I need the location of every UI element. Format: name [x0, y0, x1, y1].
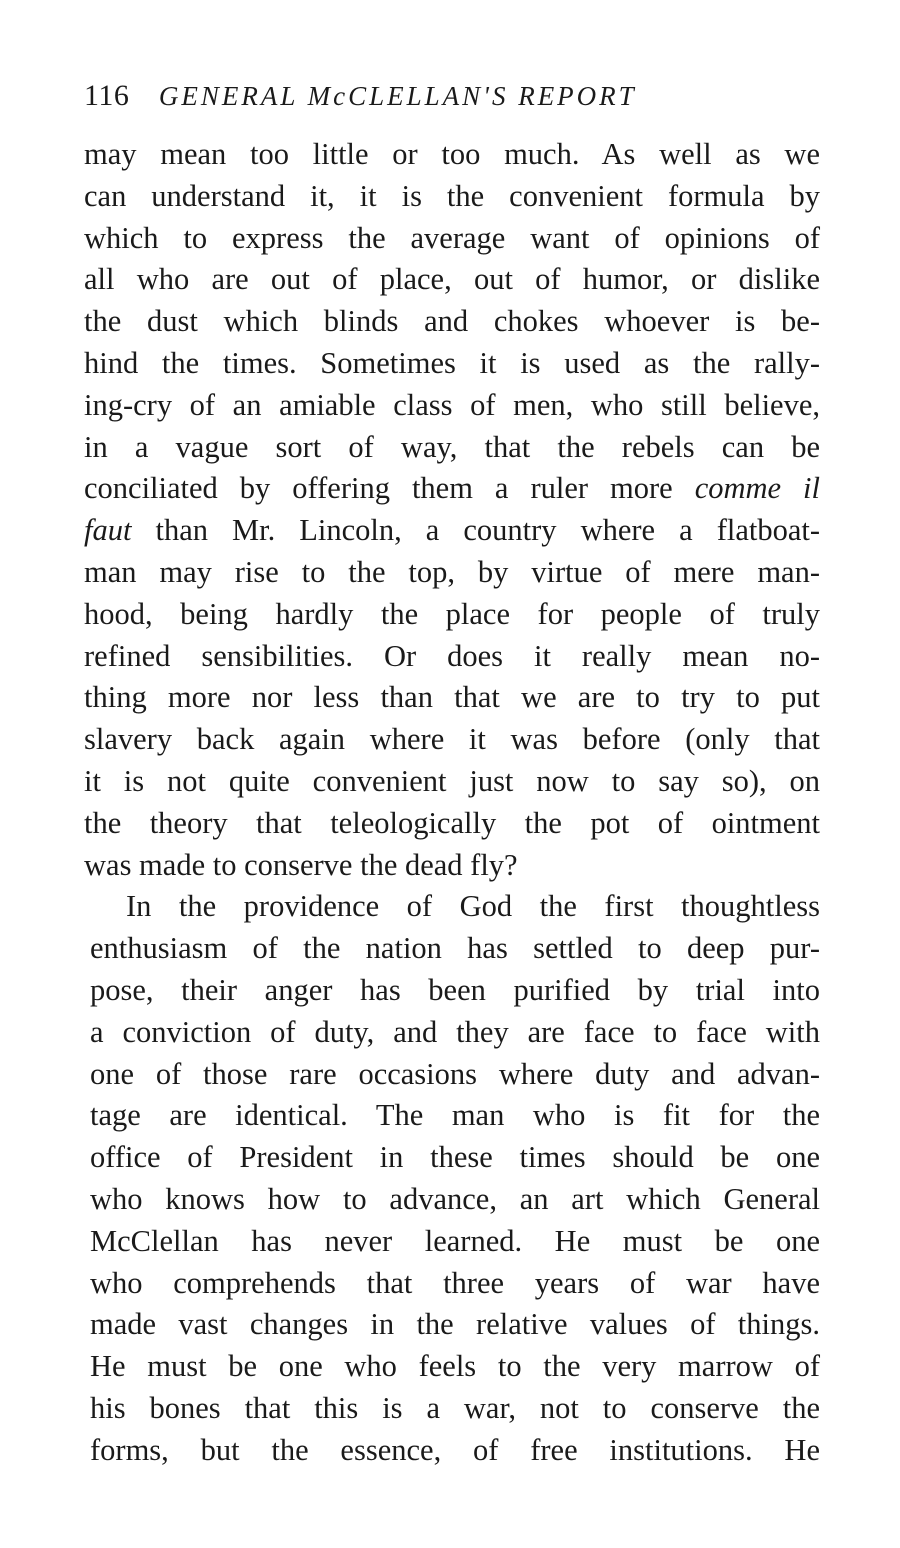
text-line: forms, but the essence, of free institutions. He — [90, 1432, 820, 1467]
text-line: can understand it, it is the convenient formula by — [84, 178, 820, 213]
text-line: ing-cry of an amiable class of men, who still believe, — [84, 387, 820, 422]
text-line: his bones that this is a war, not to conserve the — [90, 1390, 820, 1425]
running-head — [84, 76, 824, 116]
text-line: one of those rare occasions where duty and advan- — [90, 1056, 820, 1091]
text-line: hood, being hardly the place for people of truly — [84, 596, 820, 631]
text-line: the dust which blinds and chokes whoever is be- — [84, 304, 820, 339]
text-line: enthusiasm of the nation has settled to deep pur- — [90, 931, 820, 966]
italic-phrase: comme il — [694, 471, 821, 506]
text-line: pose, their anger has been purified by trial into — [90, 972, 820, 1007]
text-line: which to express the average want of opinions of — [84, 220, 820, 255]
text-line — [84, 468, 820, 510]
text-line: a conviction of duty, and they are face to face with — [90, 1014, 820, 1049]
text-line: thing more nor less than that we are to try to put — [84, 680, 820, 715]
text-line: may mean too little or too much. As well as we — [84, 137, 820, 171]
text-fragment: conciliated by offering them a ruler more — [84, 471, 695, 506]
text-line: all who are out of place, out of humor, or dislike — [84, 262, 820, 297]
text-line: refined sensibilities. Or does it really mean no- — [84, 638, 820, 673]
body-text — [84, 134, 820, 1472]
text-line: was made to conserve the dead fly? — [84, 847, 518, 882]
text-line: man may rise to the top, by virtue of mere man- — [84, 554, 820, 589]
text-line: In the providence of God the first thoughtless — [126, 889, 820, 924]
text-line: hind the times. Sometimes it is used as the rally- — [84, 345, 820, 380]
running-title: GENERAL McCLELLAN'S REPORT — [158, 81, 637, 111]
text-line: He must be one who feels to the very marrow of — [90, 1349, 820, 1384]
text-line: it is not quite convenient just now to say so), on — [84, 763, 820, 798]
text-line: office of President in these times should be one — [90, 1140, 820, 1175]
text-line: slavery back again where it was before (only that — [84, 722, 820, 757]
text-line: made vast changes in the relative values of things. — [90, 1307, 820, 1342]
text-line: who comprehends that three years of war have — [90, 1265, 820, 1300]
text-line — [84, 510, 820, 552]
text-line: the theory that teleologically the pot of ointment — [84, 805, 820, 840]
text-fragment: than Mr. Lincoln, a country where a flatboat- — [131, 513, 820, 548]
text-line: who knows how to advance, an art which General — [90, 1181, 820, 1216]
paragraph-1 — [84, 134, 820, 886]
italic-phrase: faut — [84, 513, 132, 548]
text-line: in a vague sort of way, that the rebels can be — [84, 429, 820, 464]
text-line: tage are identical. The man who is fit for the — [90, 1098, 820, 1133]
text-line: McClellan has never learned. He must be one — [90, 1223, 820, 1258]
page-number: 116 — [84, 79, 130, 112]
paragraph-2 — [84, 886, 820, 1471]
